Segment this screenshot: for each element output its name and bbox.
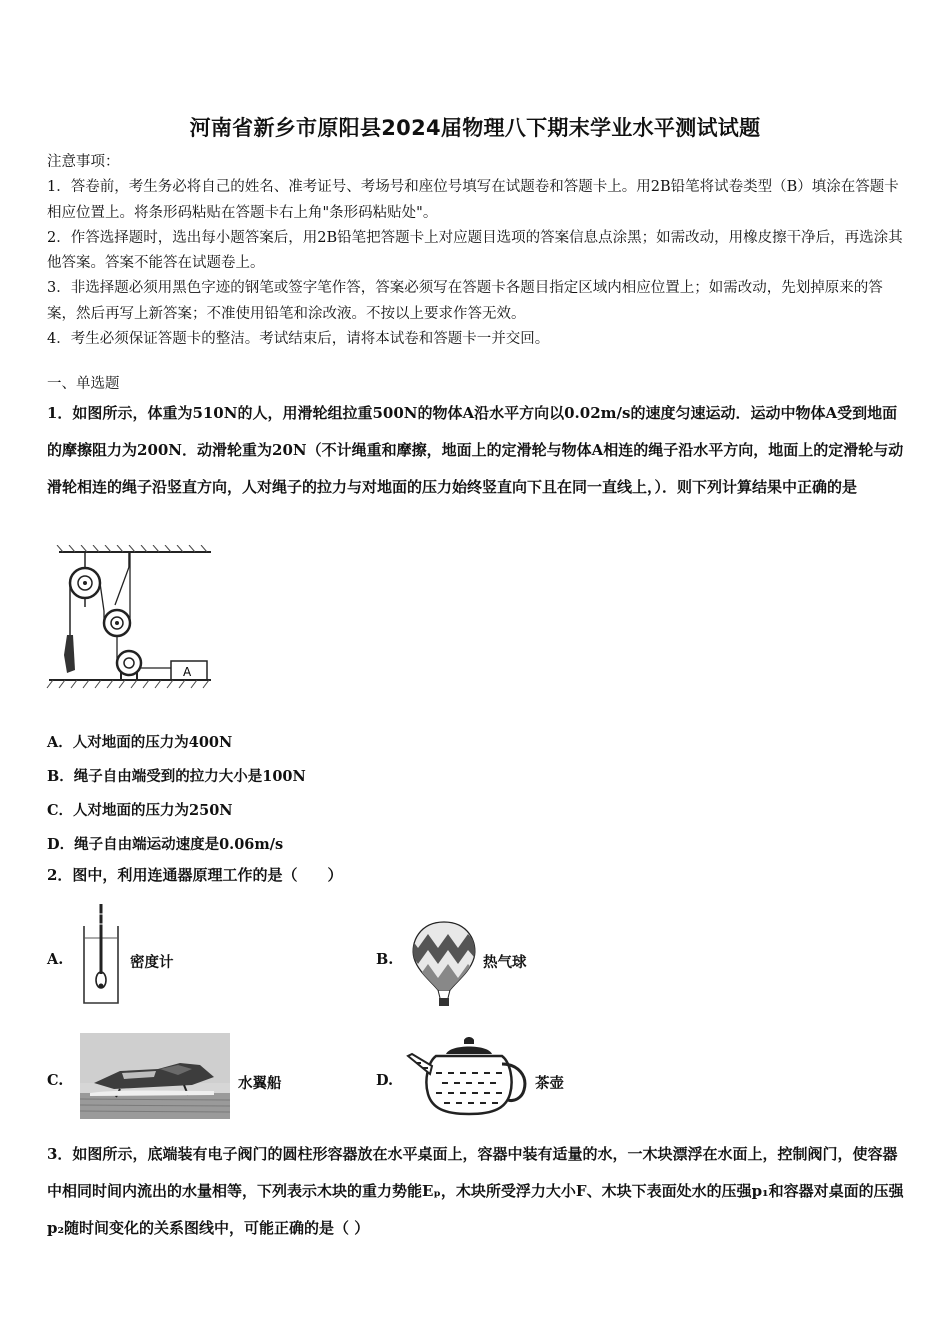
notice-item: 3．非选择题必须用黑色字迹的钢笔或签字笔作答，答案必须写在答题卡各题目指定区域内相应位置上；如需改动，先划掉原来的答案，然后再写上新答案；不准使用铅笔和涂改液。不按以上要求作答无效。 <box>47 280 883 322</box>
q1-option-c: C．人对地面的压力为250N <box>47 802 233 819</box>
q1-option-a: A．人对地面的压力为400N <box>47 734 233 751</box>
q2-option-d-letter: D. <box>376 1072 394 1089</box>
q2-option-a-letter: A. <box>47 951 64 968</box>
notice-item: 4．考生必须保证答题卡的整洁。考试结束后，请将本试卷和答题卡一并交回。 <box>47 331 550 348</box>
densimeter-figure <box>80 902 122 1007</box>
notice-heading: 注意事项： <box>47 154 120 170</box>
q2-option-a-caption: 密度计 <box>130 954 174 971</box>
notice-item: 2．作答选择题时，选出每小题答案后，用2B铅笔把答题卡上对应题目选项的答案信息点涂黑；如需改动，用橡皮擦干净后，再选涂其他答案。答案不能答在试题卷上。 <box>47 229 903 272</box>
q2-option-b-caption: 热气球 <box>483 954 527 971</box>
q1-option-b: B．绳子自由端受到的拉力大小是100N <box>47 768 306 785</box>
section-heading: 一、单选题 <box>47 376 120 392</box>
q2-option-c-letter: C. <box>47 1072 64 1089</box>
notice-item: 1．答卷前，考生务必将自己的姓名、准考证号、考场号和座位号填写在试题卷和答题卡上。用2B铅笔将试卷类型（B）填涂在答题卡相应位置上。将条形码粘贴在答题卡右上角"条形码粘贴处"。 <box>47 179 899 221</box>
block-a-label: A <box>183 665 192 679</box>
hydrofoil-boat-figure <box>80 1033 230 1119</box>
notice-block <box>47 150 907 352</box>
pulley-system-figure <box>45 545 215 695</box>
q1-option-d: D．绳子自由端运动速度是0.06m/s <box>47 836 284 853</box>
page-title: 河南省新乡市原阳县2024届物理八下期末学业水平测试试题 <box>189 116 761 140</box>
q2-option-d-caption: 茶壶 <box>535 1075 564 1092</box>
question-2-stem: 2．图中，利用连通器原理工作的是（ ） <box>47 866 343 884</box>
question-1-stem: 1．如图所示，体重为510N的人，用滑轮组拉重500N的物体A沿水平方向以0.02m/s的速度匀速运动．运动中物体A受到地面的摩擦阻力为200N．动滑轮重为20N（不计绳重和摩擦，地面上的定滑轮与物体A相连的绳子沿水平方向，地面上的定滑轮与动滑轮相连的绳子沿竖直方向，人对绳子的拉力与对地面的压力始终竖直向下且在同一直线上，）．则下列计算结果中正确的是 <box>47 404 904 496</box>
q2-option-c-caption: 水翼船 <box>238 1075 282 1092</box>
q2-option-b-letter: B. <box>376 951 394 968</box>
teapot-figure <box>406 1036 530 1116</box>
question-3-stem: 3．如图所示，底端装有电子阀门的圆柱形容器放在水平桌面上，容器中装有适量的水，一木块漂浮在水面上，控制阀门，使容器中相同时间内流出的水量相等，下列表示木块的重力势能Eₚ，木块所受浮力大小F、木块下表面处水的压强p₁和容器对桌面的压强p₂随时间变化的关系图线中，可能正确的是（ ） <box>47 1145 904 1237</box>
hot-air-balloon-figure <box>410 920 478 1010</box>
